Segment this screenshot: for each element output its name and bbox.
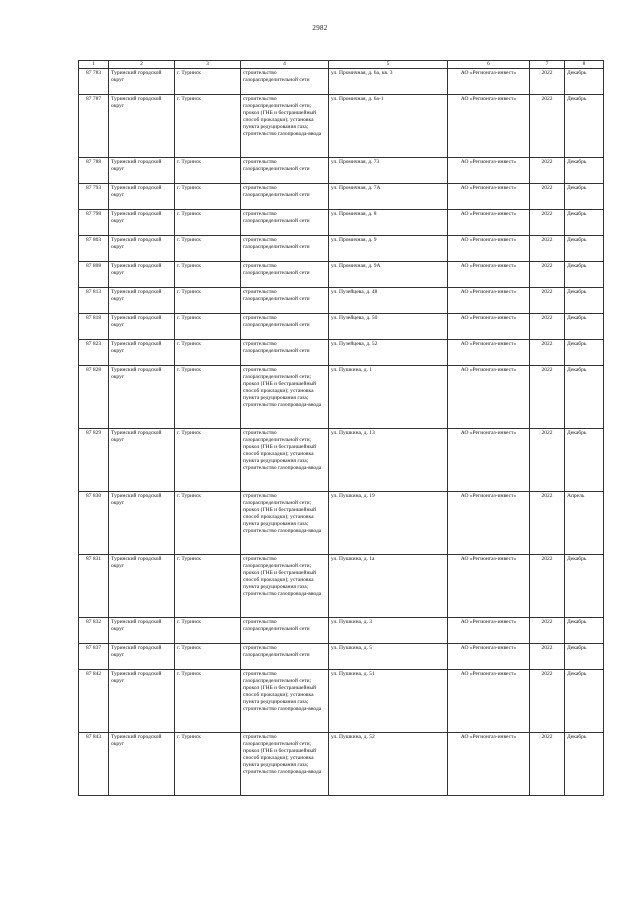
locality-cell: г. Туринск bbox=[175, 733, 241, 796]
district-cell: Туринский городской округ bbox=[109, 69, 175, 95]
locality-cell: г. Туринск bbox=[175, 340, 241, 366]
header-cell: 6 bbox=[448, 61, 530, 69]
month-cell: Декабрь bbox=[565, 314, 604, 340]
work-type-cell: строительство газораспределительной сети bbox=[241, 158, 329, 184]
month-cell: Декабрь bbox=[565, 733, 604, 796]
operator-cell: АО «Регионгаз-инвест» bbox=[448, 492, 530, 555]
locality-cell: г. Туринск bbox=[175, 555, 241, 618]
work-type-cell: строительство газораспределительной сети bbox=[241, 340, 329, 366]
month-cell: Декабрь bbox=[565, 288, 604, 314]
district-cell: Туринский городской округ bbox=[109, 314, 175, 340]
district-cell: Туринский городской округ bbox=[109, 236, 175, 262]
address-cell: ул. Пузейцева, д. 48 bbox=[329, 288, 448, 314]
district-cell: Туринский городской округ bbox=[109, 288, 175, 314]
table-row bbox=[79, 184, 604, 210]
year-cell: 2022 bbox=[530, 314, 565, 340]
address-cell: ул. Промичная, д. 8 bbox=[329, 210, 448, 236]
district-cell: Туринский городской округ bbox=[109, 644, 175, 670]
year-cell: 2022 bbox=[530, 644, 565, 670]
address-cell: ул. Промичная, д. 6а, кв. 3 bbox=[329, 69, 448, 95]
header-cell: 3 bbox=[175, 61, 241, 69]
locality-cell: г. Туринск bbox=[175, 492, 241, 555]
table-row bbox=[79, 555, 604, 618]
operator-cell: АО «Регионгаз-инвест» bbox=[448, 644, 530, 670]
operator-cell: АО «Регионгаз-инвест» bbox=[448, 210, 530, 236]
operator-cell: АО «Регионгаз-инвест» bbox=[448, 366, 530, 429]
table-row bbox=[79, 236, 604, 262]
month-cell: Декабрь bbox=[565, 644, 604, 670]
locality-cell: г. Туринск bbox=[175, 670, 241, 733]
page-number: 2982 bbox=[312, 24, 328, 32]
year-cell: 2022 bbox=[530, 158, 565, 184]
month-cell: Декабрь bbox=[565, 555, 604, 618]
work-type-cell: строительство газораспределительной сети; прокол (ГНБ и бестраншейный способ прокладки); установка пункта редуцирования газа; строительство газопровода-ввода bbox=[241, 670, 329, 733]
row-id-cell: 87 793 bbox=[79, 184, 109, 210]
year-cell: 2022 bbox=[530, 340, 565, 366]
table-row bbox=[79, 340, 604, 366]
work-type-cell: строительство газораспределительной сети bbox=[241, 184, 329, 210]
work-type-cell: строительство газораспределительной сети; прокол (ГНБ и бестраншейный способ прокладки); установка пункта редуцирования газа; строительство газопровода-ввода bbox=[241, 429, 329, 492]
work-type-cell: строительство газораспределительной сети; прокол (ГНБ и бестраншейный способ прокладки); установка пункта редуцирования газа; строительство газопровода-ввода bbox=[241, 492, 329, 555]
month-cell: Декабрь bbox=[565, 95, 604, 158]
table-row bbox=[79, 618, 604, 644]
district-cell: Туринский городской округ bbox=[109, 366, 175, 429]
work-type-cell: строительство газораспределительной сети bbox=[241, 262, 329, 288]
work-type-cell: строительство газораспределительной сети; прокол (ГНБ и бестраншейный способ прокладки); установка пункта редуцирования газа; строительство газопровода-ввода bbox=[241, 555, 329, 618]
month-cell: Декабрь bbox=[565, 236, 604, 262]
table-header-row bbox=[79, 61, 604, 69]
address-cell: ул. Пузейцева, д. 50 bbox=[329, 314, 448, 340]
row-id-cell: 87 832 bbox=[79, 618, 109, 644]
locality-cell: г. Туринск bbox=[175, 366, 241, 429]
work-type-cell: строительство газораспределительной сети; прокол (ГНБ и бестраншейный способ прокладки); установка пункта редуцирования газа; строительство газопровода-ввода bbox=[241, 733, 329, 796]
address-cell: ул. Промичная, д. 9 bbox=[329, 236, 448, 262]
locality-cell: г. Туринск bbox=[175, 262, 241, 288]
year-cell: 2022 bbox=[530, 95, 565, 158]
work-type-cell: строительство газораспределительной сети bbox=[241, 314, 329, 340]
district-cell: Туринский городской округ bbox=[109, 210, 175, 236]
district-cell: Туринский городской округ bbox=[109, 262, 175, 288]
operator-cell: АО «Регионгаз-инвест» bbox=[448, 429, 530, 492]
header-cell: 5 bbox=[329, 61, 448, 69]
year-cell: 2022 bbox=[530, 184, 565, 210]
work-type-cell: строительство газораспределительной сети bbox=[241, 69, 329, 95]
row-id-cell: 87 803 bbox=[79, 236, 109, 262]
work-type-cell: строительство газораспределительной сети bbox=[241, 288, 329, 314]
address-cell: ул. Пушкина, д. 13 bbox=[329, 429, 448, 492]
year-cell: 2022 bbox=[530, 236, 565, 262]
operator-cell: АО «Регионгаз-инвест» bbox=[448, 340, 530, 366]
table-row bbox=[79, 95, 604, 158]
month-cell: Декабрь bbox=[565, 69, 604, 95]
table-row bbox=[79, 366, 604, 429]
table-row bbox=[79, 210, 604, 236]
register-table bbox=[78, 60, 604, 796]
address-cell: ул. Промичная, д. 6а-1 bbox=[329, 95, 448, 158]
locality-cell: г. Туринск bbox=[175, 288, 241, 314]
table-row bbox=[79, 644, 604, 670]
header-cell: 1 bbox=[79, 61, 109, 69]
month-cell: Декабрь bbox=[565, 210, 604, 236]
year-cell: 2022 bbox=[530, 69, 565, 95]
row-id-cell: 87 788 bbox=[79, 158, 109, 184]
header-cell: 7 bbox=[530, 61, 565, 69]
month-cell: Декабрь bbox=[565, 340, 604, 366]
work-type-cell: строительство газораспределительной сети bbox=[241, 236, 329, 262]
district-cell: Туринский городской округ bbox=[109, 618, 175, 644]
year-cell: 2022 bbox=[530, 492, 565, 555]
row-id-cell: 87 829 bbox=[79, 429, 109, 492]
table-row bbox=[79, 158, 604, 184]
locality-cell: г. Туринск bbox=[175, 69, 241, 95]
locality-cell: г. Туринск bbox=[175, 210, 241, 236]
header-cell: 8 bbox=[565, 61, 604, 69]
address-cell: ул. Промичная, д. 7А bbox=[329, 184, 448, 210]
month-cell: Декабрь bbox=[565, 670, 604, 733]
month-cell: Декабрь bbox=[565, 158, 604, 184]
month-cell: Декабрь bbox=[565, 262, 604, 288]
month-cell: Декабрь bbox=[565, 429, 604, 492]
district-cell: Туринский городской округ bbox=[109, 492, 175, 555]
address-cell: ул. Пушкина, д. 1а bbox=[329, 555, 448, 618]
year-cell: 2022 bbox=[530, 733, 565, 796]
table-row bbox=[79, 288, 604, 314]
work-type-cell: строительство газораспределительной сети bbox=[241, 644, 329, 670]
operator-cell: АО «Регионгаз-инвест» bbox=[448, 262, 530, 288]
address-cell: ул. Пузейцева, д. 52 bbox=[329, 340, 448, 366]
year-cell: 2022 bbox=[530, 555, 565, 618]
table-row bbox=[79, 733, 604, 796]
locality-cell: г. Туринск bbox=[175, 644, 241, 670]
row-id-cell: 87 831 bbox=[79, 555, 109, 618]
address-cell: ул. Пушкина, д. 52 bbox=[329, 733, 448, 796]
row-id-cell: 87 818 bbox=[79, 314, 109, 340]
year-cell: 2022 bbox=[530, 670, 565, 733]
address-cell: ул. Промичная, д. 73 bbox=[329, 158, 448, 184]
row-id-cell: 87 813 bbox=[79, 288, 109, 314]
table-row bbox=[79, 262, 604, 288]
district-cell: Туринский городской округ bbox=[109, 184, 175, 210]
district-cell: Туринский городской округ bbox=[109, 670, 175, 733]
row-id-cell: 87 843 bbox=[79, 733, 109, 796]
operator-cell: АО «Регионгаз-инвест» bbox=[448, 236, 530, 262]
operator-cell: АО «Регионгаз-инвест» bbox=[448, 69, 530, 95]
header-cell: 4 bbox=[241, 61, 329, 69]
row-id-cell: 87 842 bbox=[79, 670, 109, 733]
row-id-cell: 87 787 bbox=[79, 95, 109, 158]
district-cell: Туринский городской округ bbox=[109, 429, 175, 492]
year-cell: 2022 bbox=[530, 262, 565, 288]
district-cell: Туринский городской округ bbox=[109, 95, 175, 158]
year-cell: 2022 bbox=[530, 429, 565, 492]
work-type-cell: строительство газораспределительной сети; прокол (ГНБ и бестраншейный способ прокладки); установка пункта редуцирования газа; строительство газопровода-ввода bbox=[241, 366, 329, 429]
table-row bbox=[79, 314, 604, 340]
district-cell: Туринский городской округ bbox=[109, 158, 175, 184]
row-id-cell: 87 837 bbox=[79, 644, 109, 670]
operator-cell: АО «Регионгаз-инвест» bbox=[448, 733, 530, 796]
locality-cell: г. Туринск bbox=[175, 618, 241, 644]
row-id-cell: 87 783 bbox=[79, 69, 109, 95]
row-id-cell: 87 823 bbox=[79, 340, 109, 366]
district-cell: Туринский городской округ bbox=[109, 340, 175, 366]
work-type-cell: строительство газораспределительной сети bbox=[241, 210, 329, 236]
year-cell: 2022 bbox=[530, 288, 565, 314]
month-cell: Декабрь bbox=[565, 618, 604, 644]
header-cell: 2 bbox=[109, 61, 175, 69]
table-row bbox=[79, 429, 604, 492]
operator-cell: АО «Регионгаз-инвест» bbox=[448, 288, 530, 314]
table-row bbox=[79, 670, 604, 733]
operator-cell: АО «Регионгаз-инвест» bbox=[448, 184, 530, 210]
locality-cell: г. Туринск bbox=[175, 95, 241, 158]
operator-cell: АО «Регионгаз-инвест» bbox=[448, 158, 530, 184]
locality-cell: г. Туринск bbox=[175, 236, 241, 262]
locality-cell: г. Туринск bbox=[175, 158, 241, 184]
address-cell: ул. Пушкина, д. 3 bbox=[329, 618, 448, 644]
address-cell: ул. Промичная, д. 9А bbox=[329, 262, 448, 288]
row-id-cell: 87 798 bbox=[79, 210, 109, 236]
operator-cell: АО «Регионгаз-инвест» bbox=[448, 314, 530, 340]
address-cell: ул. Пушкина, д. 51 bbox=[329, 670, 448, 733]
address-cell: ул. Пушкина, д. 1 bbox=[329, 366, 448, 429]
address-cell: ул. Пушкина, д. 5 bbox=[329, 644, 448, 670]
operator-cell: АО «Регионгаз-инвест» bbox=[448, 618, 530, 644]
locality-cell: г. Туринск bbox=[175, 429, 241, 492]
address-cell: ул. Пушкина, д. 19 bbox=[329, 492, 448, 555]
table-row bbox=[79, 492, 604, 555]
month-cell: Декабрь bbox=[565, 366, 604, 429]
district-cell: Туринский городской округ bbox=[109, 555, 175, 618]
year-cell: 2022 bbox=[530, 618, 565, 644]
operator-cell: АО «Регионгаз-инвест» bbox=[448, 555, 530, 618]
work-type-cell: строительство газораспределительной сети bbox=[241, 618, 329, 644]
locality-cell: г. Туринск bbox=[175, 314, 241, 340]
year-cell: 2022 bbox=[530, 366, 565, 429]
locality-cell: г. Туринск bbox=[175, 184, 241, 210]
table-row bbox=[79, 69, 604, 95]
work-type-cell: строительство газораспределительной сети; прокол (ГНБ и бестраншейный способ прокладки); установка пункта редуцирования газа; строительство газопровода-ввода bbox=[241, 95, 329, 158]
operator-cell: АО «Регионгаз-инвест» bbox=[448, 670, 530, 733]
district-cell: Туринский городской округ bbox=[109, 733, 175, 796]
operator-cell: АО «Регионгаз-инвест» bbox=[448, 95, 530, 158]
row-id-cell: 87 828 bbox=[79, 366, 109, 429]
month-cell: Апрель bbox=[565, 492, 604, 555]
row-id-cell: 87 808 bbox=[79, 262, 109, 288]
row-id-cell: 87 830 bbox=[79, 492, 109, 555]
year-cell: 2022 bbox=[530, 210, 565, 236]
month-cell: Декабрь bbox=[565, 184, 604, 210]
